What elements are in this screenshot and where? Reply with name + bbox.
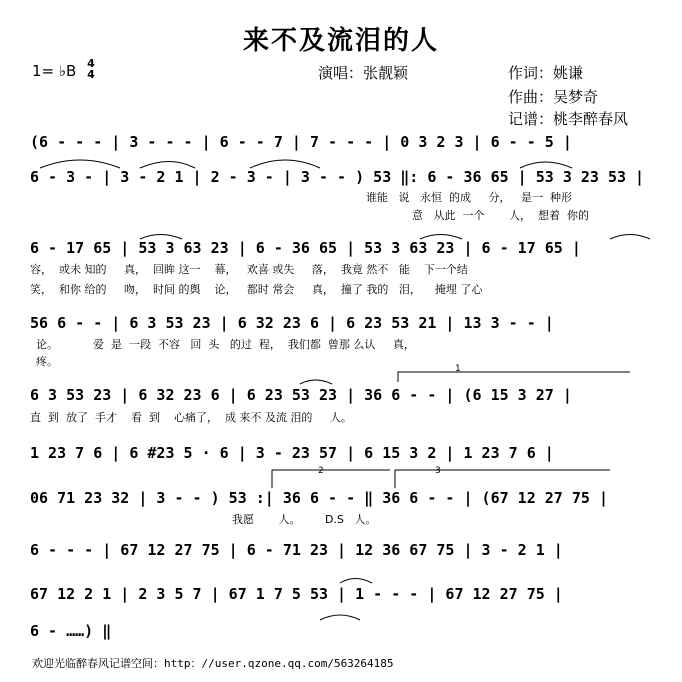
footer-credit: 欢迎光临醉春风记谱空间：http：//user.qzone.qq.com/563264185 bbox=[32, 657, 394, 670]
singer-credit: 演唱：张靓颖 bbox=[318, 64, 409, 82]
slur-mark bbox=[520, 162, 572, 168]
slur-mark bbox=[610, 235, 650, 240]
notation-row: (6 - - - | 3 - - - | 6 - - 7 | 7 - - - | 0 3 2 3 | 6 - - 5 | bbox=[30, 133, 572, 151]
notation-row: 1 23 7 6 | 6 #23 5 · 6 | 3 - 23 57 | 6 15 3 2 | 1 23 7 6 | bbox=[30, 444, 554, 462]
lyricist-credit: 作词：姚谦 bbox=[508, 64, 584, 82]
notation-row: 6 3 53 23 | 6 32 23 6 | 6 23 53 23 | 36 6 - - | (6 15 3 27 | bbox=[30, 386, 572, 404]
slur-mark bbox=[340, 579, 372, 584]
composer-credit: 作曲：吴梦奇 bbox=[508, 88, 599, 106]
slur-mark bbox=[250, 160, 320, 168]
key-signature: 1= ♭B bbox=[32, 62, 77, 80]
slur-mark bbox=[420, 235, 462, 240]
lyric-line: 笑， 和你 给的 吻， 时间 的舆 论， 都时 常会 真， 撞了 我的 泪， 掩埋 了心 bbox=[30, 283, 483, 296]
lyric-line: 论。 爱 是 一段 不容 回 头 的过 程， 我们都 曾那 么认 真， bbox=[36, 338, 415, 351]
volta-2-label: 2 bbox=[318, 466, 324, 476]
transcriber-credit: 记谱：桃李醉春风 bbox=[508, 110, 629, 128]
lyric-line: 容， 或未 知的 真， 回眸 这一 幕， 欢喜 或失 落， 我竟 然不 能 下一个结 bbox=[30, 263, 468, 276]
notation-row: 56 6 - - | 6 3 53 23 | 6 32 23 6 | 6 23 53 21 | 13 3 - - | bbox=[30, 314, 554, 332]
notation-row: 67 12 2 1 | 2 3 5 7 | 67 1 7 5 53 | 1 - - - | 67 12 27 75 | bbox=[30, 585, 563, 603]
volta-1-bracket bbox=[398, 372, 630, 382]
time-signature-top: 4 bbox=[87, 57, 95, 70]
lyric-line: 谁能 说 永恒 的成 分， 是一 种形 bbox=[366, 191, 572, 204]
notation-row: 6 - 17 65 | 53 3 63 23 | 6 - 36 65 | 53 3 63 23 | 6 - 17 65 | bbox=[30, 239, 581, 257]
slur-mark bbox=[320, 615, 360, 620]
lyric-line: 意 从此 一个 人， 想着 你的 bbox=[412, 209, 589, 222]
lyric-line: 直 到 放了 手才 看 到 心痛了， 成 来不 及流 泪的 人。 bbox=[30, 411, 352, 424]
notation-row: 6 - ……) ‖ bbox=[30, 622, 112, 640]
volta-1-label: 1 bbox=[455, 364, 461, 374]
slur-mark bbox=[140, 235, 182, 240]
lyric-line: 疼。 bbox=[36, 355, 58, 368]
lyric-line: 我愿 人。 D.S 人。 bbox=[232, 513, 377, 526]
volta-3-bracket bbox=[395, 470, 610, 488]
slur-mark bbox=[40, 160, 120, 168]
notation-row: 6 - 3 - | 3 - 2 1 | 2 - 3 - | 3 - - ) 53 ‖: 6 - 36 65 | 53 3 23 53 | bbox=[30, 168, 645, 186]
notation-row: 06 71 23 32 | 3 - - ) 53 :| 36 6 - - ‖ 36 6 - - | (67 12 27 75 | bbox=[30, 489, 608, 507]
volta-2-bracket bbox=[272, 470, 390, 488]
time-signature-bottom: 4 bbox=[87, 68, 95, 81]
slur-mark bbox=[300, 380, 332, 384]
volta-3-label: 3 bbox=[435, 466, 441, 476]
song-title: 来不及流泪的人 bbox=[242, 26, 439, 56]
notation-row: 6 - - - | 67 12 27 75 | 6 - 71 23 | 12 36 67 75 | 3 - 2 1 | bbox=[30, 541, 563, 559]
slur-mark bbox=[140, 162, 195, 169]
